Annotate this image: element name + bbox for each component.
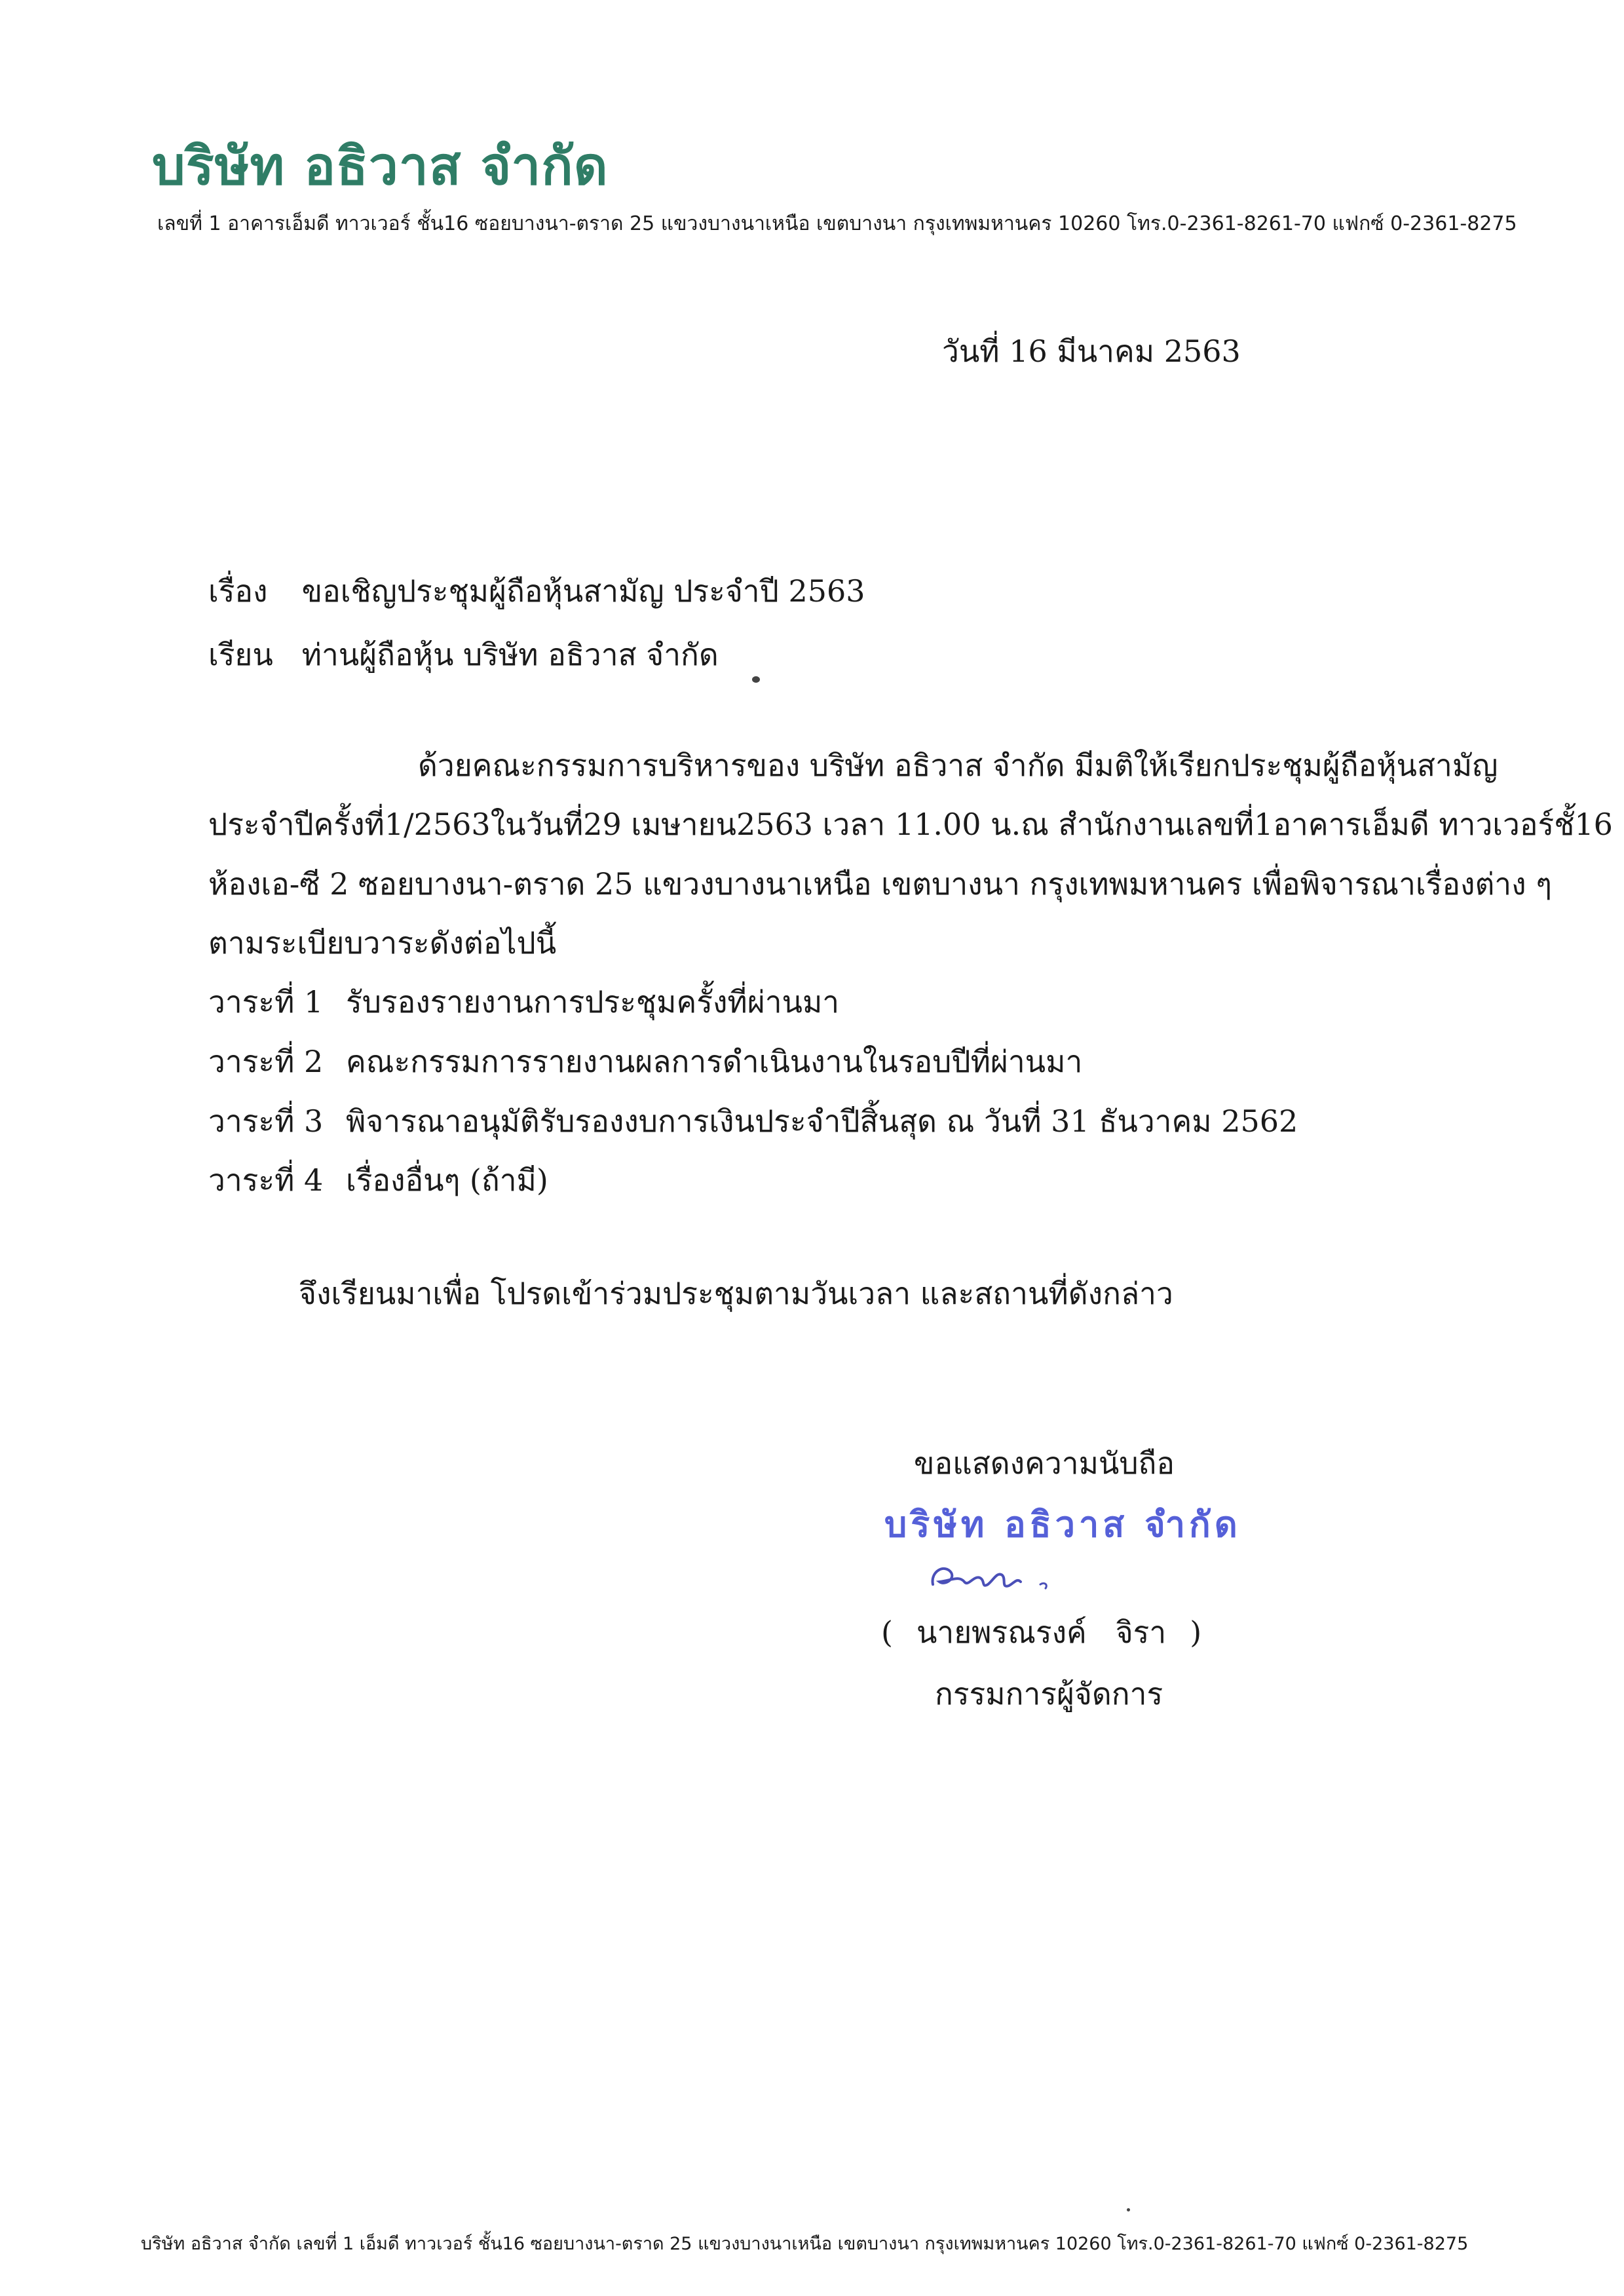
salutation-label: เรียน	[208, 637, 273, 672]
close-parenthesis: )	[1190, 1615, 1202, 1650]
agenda-text: เรื่องอื่นๆ (ถ้ามี)	[346, 1162, 548, 1198]
closing-line: จึงเรียนมาเพื่อ โปรดเข้าร่วมประชุมตามวันเวลา และสถานที่ดังกล่าว	[299, 1276, 1173, 1311]
agenda-text: คณะกรรมการรายงานผลการดำเนินงานในรอบปีที่ผ่านมา	[346, 1044, 1083, 1079]
signer-name: นายพรณรงค์ จิรา	[916, 1615, 1167, 1650]
body-paragraph-line: ด้วยคณะกรรมการบริหารของ บริษัท อธิวาส จำกัด มีมติให้เรียกประชุมผู้ถือหุ้นสามัญ	[418, 748, 1498, 783]
body-paragraph-line: ประจำปีครั้งที่1/2563ในวันที่29 เมษายน2563 เวลา 11.00 น.ณ สำนักงานเลขที่1อาคารเอ็มดี ทาวเวอร์ชั้16	[208, 807, 1613, 842]
agenda-number: วาระที่ 3	[208, 1103, 324, 1139]
open-parenthesis: (	[881, 1615, 893, 1650]
body-paragraph-line: ห้องเอ-ซี 2 ซอยบางนา-ตราด 25 แขวงบางนาเหนือ เขตบางนา กรุงเทพมหานคร เพื่อพิจารณาเรื่องต่าง ๆ	[208, 866, 1552, 902]
signer-title: กรรมการผู้จัดการ	[935, 1676, 1163, 1712]
company-stamp: บริษัท อธิวาส จำกัด	[884, 1503, 1241, 1545]
scan-speck	[1127, 2208, 1130, 2211]
footer-address: บริษัท อธิวาส จำกัด เลขที่ 1 เอ็มดี ทาวเวอร์ ชั้น16 ซอยบางนา-ตราด 25 แขวงบางนาเหนือ เขตบางนา กรุงเทพมหานคร 10260 โทร.0-2361-8261-70 แฟกซ์ 0-2361-8275	[141, 2234, 1469, 2254]
complimentary-close: ขอแสดงความนับถือ	[914, 1445, 1175, 1481]
agenda-text: รับรองรายงานการประชุมครั้งที่ผ่านมา	[346, 984, 840, 1020]
scan-speck	[752, 676, 760, 683]
handwritten-signature	[925, 1552, 1056, 1604]
letterhead-address: เลขที่ 1 อาคารเอ็มดี ทาวเวอร์ ชั้น16 ซอยบางนา-ตราด 25 แขวงบางนาเหนือ เขตบางนา กรุงเทพมหานคร 10260 โทร.0-2361-8261-70 แฟกซ์ 0-2361-8275	[157, 212, 1517, 235]
body-paragraph-line: ตามระเบียบวาระดังต่อไปนี้	[208, 925, 557, 961]
agenda-number: วาระที่ 1	[208, 984, 324, 1020]
agenda-number: วาระที่ 2	[208, 1044, 324, 1079]
signer-name-row	[881, 1609, 1225, 1656]
agenda-text: พิจารณาอนุมัติรับรองงบการเงินประจำปีสิ้นสุด ณ วันที่ 31 ธันวาคม 2562	[346, 1103, 1298, 1139]
subject-label: เรื่อง	[208, 573, 268, 609]
letter-date: วันที่ 16 มีนาคม 2563	[942, 334, 1241, 369]
company-letterhead-title: บริษัท อธิวาส จำกัด	[152, 136, 609, 197]
agenda-item	[208, 1157, 548, 1204]
agenda-item	[208, 1098, 1298, 1145]
agenda-number: วาระที่ 4	[208, 1162, 324, 1198]
agenda-item	[208, 1038, 1082, 1086]
subject-row	[208, 567, 865, 615]
subject-text: ขอเชิญประชุมผู้ถือหุ้นสามัญ ประจำปี 2563	[301, 573, 865, 609]
salutation-text: ท่านผู้ถือหุ้น บริษัท อธิวาส จำกัด	[301, 637, 719, 672]
salutation-row	[208, 631, 719, 679]
agenda-item	[208, 978, 839, 1026]
